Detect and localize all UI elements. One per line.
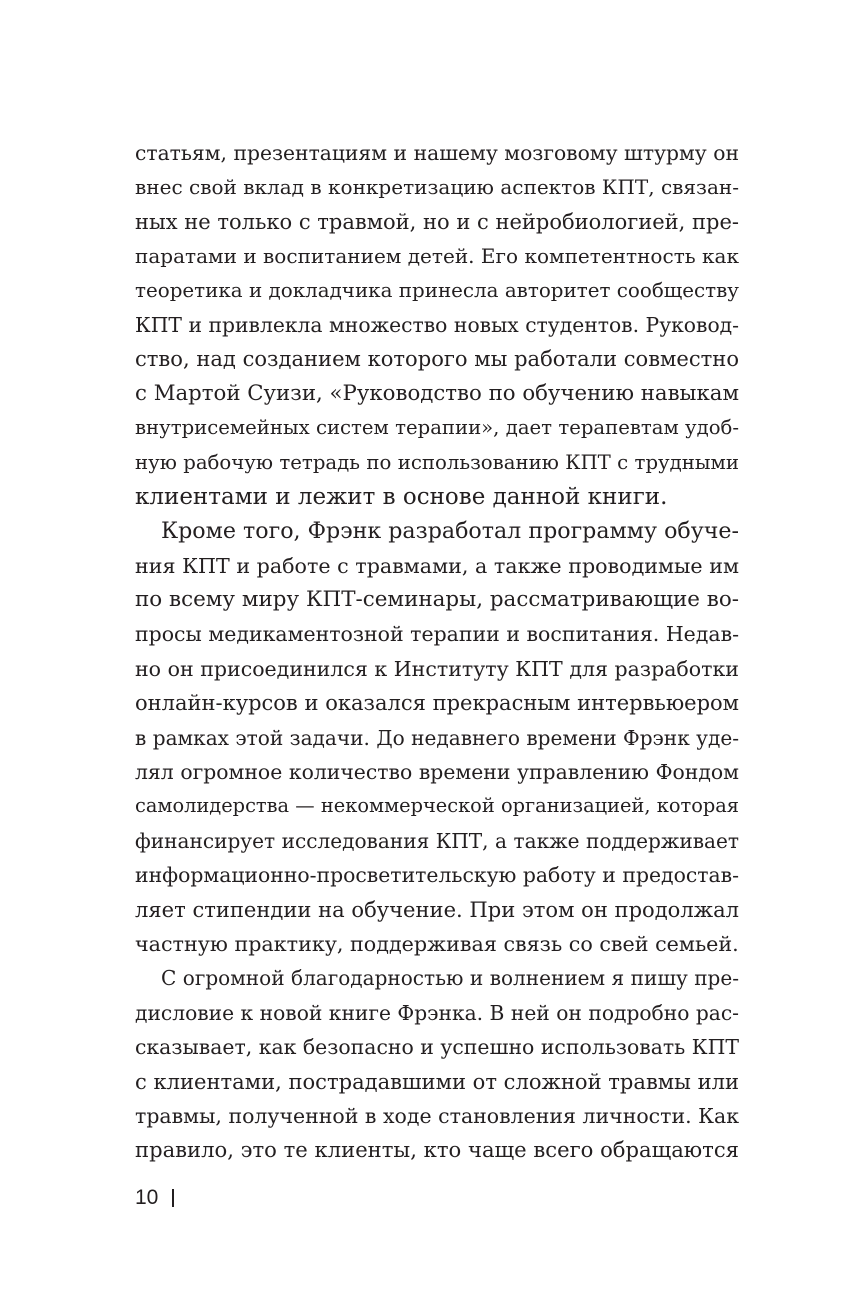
body-text xyxy=(135,136,739,1168)
text-line: ных не только с травмой, но и с нейробиологией, пре- xyxy=(135,209,739,234)
text-line: в рамках этой задачи. До недавнего времени Фрэнк уде- xyxy=(135,725,739,750)
text-line: по всему миру КПТ-семинары, рассматривающие во- xyxy=(135,587,739,613)
text-line: с Мартой Суизи, «Руководство по обучению навыкам xyxy=(135,380,739,406)
text-line: с клиентами, пострадавшими от сложной травмы или xyxy=(135,1068,740,1094)
text-line: информационно-просветительскую работу и предостав- xyxy=(135,863,739,888)
text-line: статьям, презентациям и нашему мозговому штурму он xyxy=(135,141,739,165)
text-line: ния КПТ и работе с травмами, а также проводимые им xyxy=(135,553,739,578)
text-line: теоретика и докладчика принесла авторитет сообществу xyxy=(135,278,739,302)
text-line: самолидерства — некоммерческой организацией, которая xyxy=(135,794,739,818)
text-line: просы медикаментозной терапии и воспитания. Недав- xyxy=(135,622,739,647)
text-line: клиентами и лежит в основе данной книги. xyxy=(135,483,668,510)
text-line: ную рабочую тетрадь по использованию КПТ с трудными xyxy=(135,450,739,474)
text-line: травмы, полученной в ходе становления личности. Как xyxy=(135,1103,739,1128)
text-line: финансирует исследования КПТ, а также поддерживает xyxy=(135,828,739,853)
text-line: правило, это те клиенты, кто чаще всего обращаются xyxy=(135,1137,739,1163)
text-line: онлайн-курсов и оказался прекрасным интервьюером xyxy=(135,690,739,716)
text-line: лял огромное количество времени управлению Фондом xyxy=(135,760,739,785)
page-number: 10 xyxy=(135,1186,159,1209)
text-line: сказывает, как безопасно и успешно использовать КПТ xyxy=(135,1035,739,1060)
text-line: частную практику, поддерживая связь со свей семьей. xyxy=(135,931,739,956)
text-line: но он присоединился к Институту КПТ для разработки xyxy=(135,656,739,681)
page-footer xyxy=(135,1186,174,1210)
text-line: ство, над созданием которого мы работали совместно xyxy=(135,346,739,372)
text-line: паратами и воспитанием детей. Его компетентность как xyxy=(135,244,739,269)
text-line: КПТ и привлекла множество новых студентов. Руковод- xyxy=(135,312,739,337)
folio-separator xyxy=(172,1189,174,1207)
text-line: С огромной благодарностью и волнением я пишу пре- xyxy=(161,966,739,991)
text-line: дисловие к новой книге Фрэнка. В ней он подробно рас- xyxy=(135,1000,739,1025)
text-line: Кроме того, Фрэнк разработал программу обуче- xyxy=(161,518,739,545)
text-line: внутрисемейных систем терапии», дает терапевтам удоб- xyxy=(135,416,739,440)
text-line: внес свой вклад в конкретизацию аспектов КПТ, связан- xyxy=(135,175,740,200)
text-line: ляет стипендии на обучение. При этом он продолжал xyxy=(135,896,739,922)
